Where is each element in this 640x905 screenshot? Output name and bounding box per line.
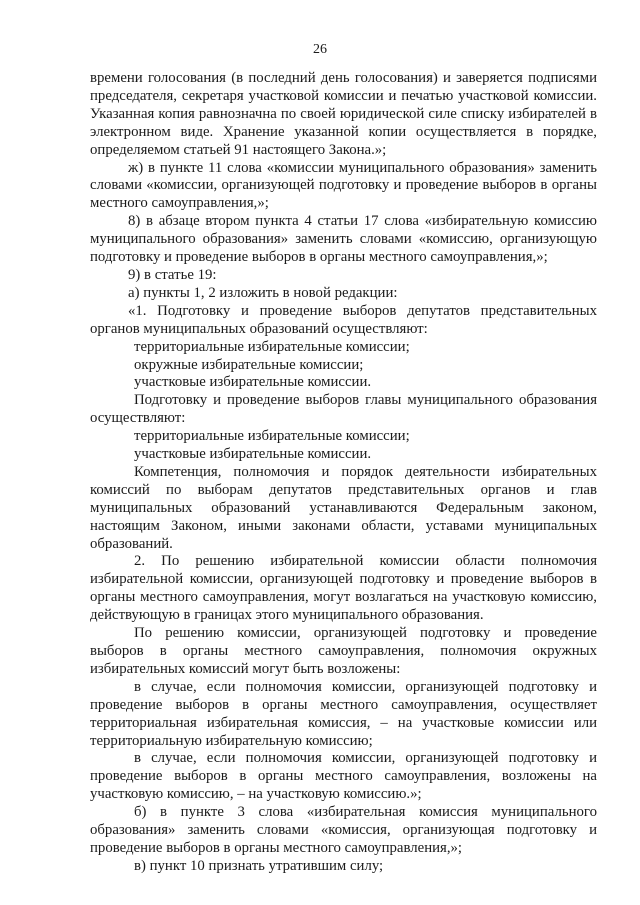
list-item: территориальные избирательные комиссии; — [134, 428, 410, 445]
page-number: 26 — [313, 42, 327, 57]
paragraph: Подготовку и проведение выборов главы муниципального образования осуществляют: — [90, 392, 597, 427]
paragraph: 9) в статье 19: — [128, 266, 217, 283]
paragraph: «1. Подготовку и проведение выборов депутатов представительных органов муниципальных образований осуществляют: — [90, 302, 597, 337]
paragraph: времени голосования (в последний день голосования) и заверяется подписями председателя, секретаря участковой комиссии и печатью участковой комиссии. Указанная копия равнозначна по своей юридической силе списку избирателей в электронном виде. Хранение указанной копии осуществляется в порядке, определяемом статьей 91 настоящего Закона.»; — [90, 70, 597, 158]
list-item: территориальные избирательные комиссии; — [134, 338, 410, 355]
paragraph: 8) в абзаце втором пункта 4 статьи 17 слова «избирательную комиссию муниципального образования» заменить словами «комиссию, организующую подготовку и проведение выборов в органы местного самоуправления,»; — [90, 213, 597, 266]
paragraph: в случае, если полномочия комиссии, организующей подготовку и проведение выборов в органы местного самоуправления, осуществляет территориальная избирательная комиссия, – на участковые комиссии или территориальную избирательную комиссию; — [90, 678, 597, 749]
paragraph: а) пункты 1, 2 изложить в новой редакции: — [128, 284, 398, 301]
list-item: участковые избирательные комиссии. — [134, 374, 372, 391]
document-body — [90, 70, 597, 876]
paragraph: б) в пункте 3 слова «избирательная комиссия муниципального образования» заменить словами «комиссия, организующая подготовку и проведение выборов в органы местного самоуправления,»; — [90, 804, 597, 856]
paragraph: Компетенция, полномочия и порядок деятельности избирательных комиссий по выборам депутатов представительных органов и глав муниципальных образований устанавливаются Федеральным законом, настоящим Законом, иными законами области, уставами муниципальных образований. — [90, 463, 597, 552]
paragraph: По решению комиссии, организующей подготовку и проведение выборов в органы местного самоуправления, полномочия окружных избирательных комиссий могут быть возложены: — [90, 625, 597, 677]
list-item: окружные избирательные комиссии; — [134, 356, 364, 373]
list-item: участковые избирательные комиссии. — [134, 446, 372, 463]
paragraph: в случае, если полномочия комиссии, организующей подготовку и проведение выборов в органы местного самоуправления, возложены на участковую комиссию, – на участковую комиссию.»; — [90, 750, 597, 803]
paragraph: ж) в пункте 11 слова «комиссии муниципального образования» заменить словами «комиссии, организующей подготовку и проведение выборов в органы местного самоуправления,»; — [90, 159, 597, 212]
paragraph: в) пункт 10 признать утратившим силу; — [134, 857, 384, 874]
paragraph: 2. По решению избирательной комиссии области полномочия избирательной комиссии, организующей подготовку и проведение выборов в органы местного самоуправления, могут возлагаться на участковую комиссию, действующую в границах этого муниципального образования. — [90, 553, 597, 624]
